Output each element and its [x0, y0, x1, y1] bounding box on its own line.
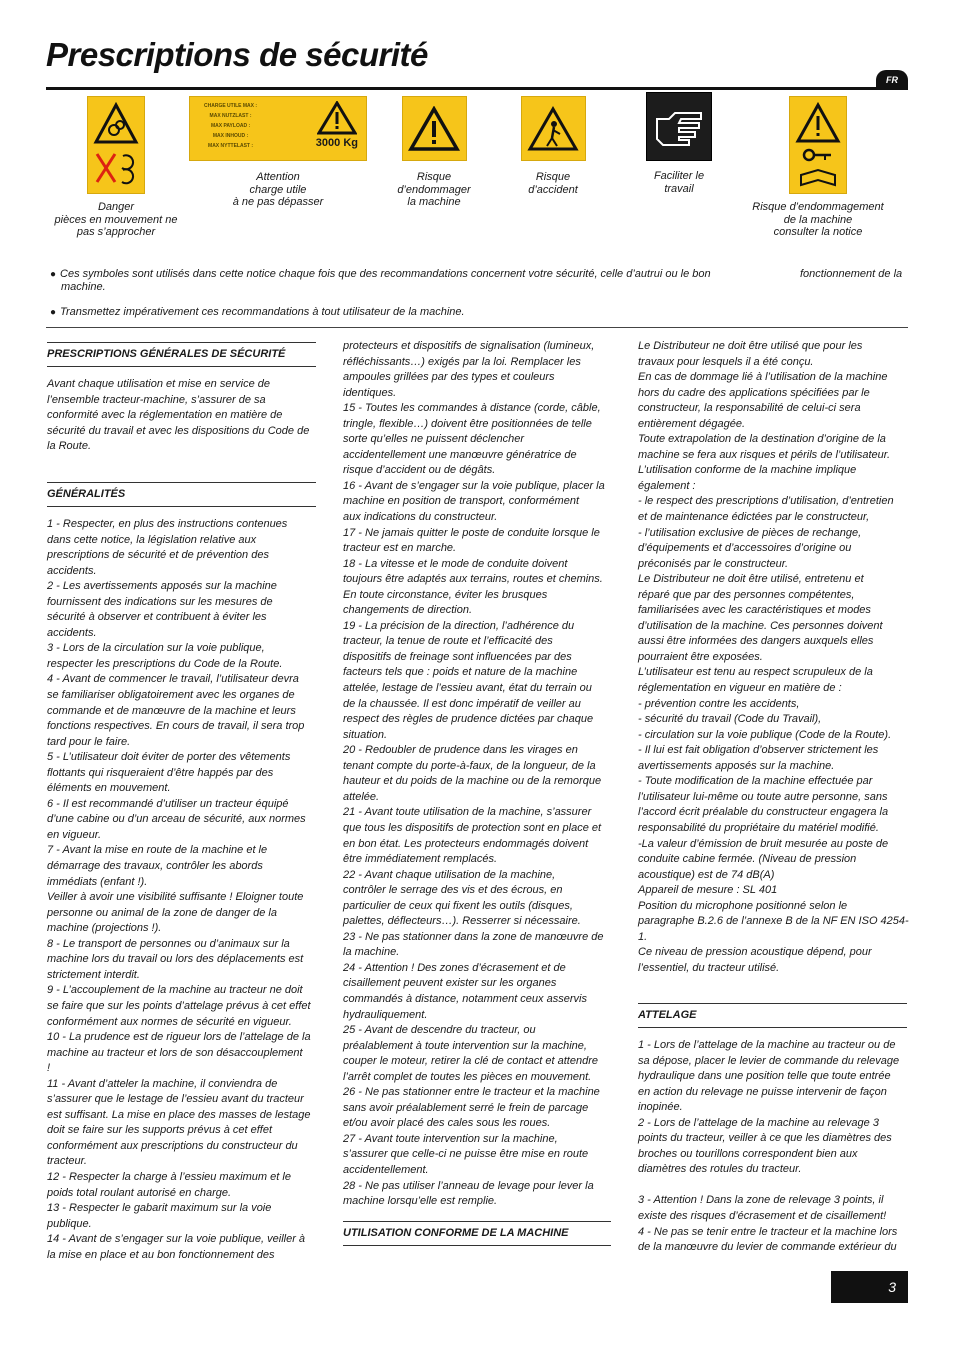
page-number: 3 — [831, 1271, 908, 1303]
symbol-caption: Risque d’endommager la machine — [397, 171, 471, 209]
intro-bullet-2-text: Transmettez impérativement ces recommandations à tout utilisateur de la machine. — [60, 306, 465, 318]
page-title: Prescriptions de sécurité — [46, 36, 428, 73]
symbol-machine-damage — [386, 96, 482, 209]
max-load-label-icon — [189, 96, 367, 161]
heading-conforme: UTILISATION CONFORME DE LA MACHINE — [343, 1221, 611, 1246]
heading-generalites: GÉNÉRALITÉS — [47, 482, 316, 507]
intro-bullet-1-cont: machine. — [61, 281, 106, 293]
intro-bullet-1-tail: fonctionnement de la — [800, 268, 903, 280]
bullet-dot-icon: ● — [50, 269, 57, 280]
attelage-text: 1 - Lors de l’attelage de la machine au tracteur ou de sa dépose, placer le levier de commande du relevage hydraulique dans une position telle que toute entrée en action du relevage ne puisse intervenir de façon inopinée. 2 - Lors de l’attelage de la machine au relevage 3 points du tracteur, veiller à ce que les diamètres des broches ou tourillons correspondent bien aux diamètres des rotules du tracteur. 3 - Attention ! Dans la zone de relevage 3 points, il existe des risques d’écrasement et de cisaillement! 4 - Ne pas se tenir entre le tracteur et la machine lors de la manœuvre du levier de commande extérieur du — [638, 1039, 900, 1254]
symbol-caption: Danger pièces en mouvement ne pas s’approcher — [54, 201, 178, 239]
intro-bullet-2 — [50, 306, 465, 320]
general-safety-text: Avant chaque utilisation et mise en service de l’ensemble tracteur-machine, s’assurer de sa conformité avec la réglementation en matière de sécurité du travail et avec les dispositions du Code de la Route. — [47, 378, 310, 453]
title-rule — [46, 87, 908, 90]
heading-attelage: ATTELAGE — [638, 1003, 907, 1028]
consult-manual-icon — [789, 96, 847, 194]
hand-pointer-icon — [646, 92, 712, 161]
symbol-danger-moving-parts — [48, 96, 184, 239]
intro-bullet-1-text: Ces symboles sont utilisés dans cette notice chaque fois que des recommandations concernent votre sécurité, celle d’autrui ou le bon — [60, 268, 711, 280]
load-label-line: MAX INHOUD : — [212, 133, 249, 139]
symbol-caption: Risque d’endommagement de la machine consulter la notice — [752, 201, 884, 239]
language-tab: FR — [876, 70, 908, 90]
bullet-dot-icon: ● — [50, 307, 57, 318]
column-2-text: protecteurs et dispositifs de signalisation (lumineux, réfléchissants…) exigés par la loi. Remplacer les ampoules grillées par des types et couleurs identiques. 15 - Toutes les commandes à distance (corde, câble, tringle, flexible…) doivent être positionnées de telle sorte qu’elles ne puissent déclencher accidentellement une manœuvre génératrice de risque d’accident ou de dégâts. 16 - Avant de s’engager sur la voie publique, placer la machine en position de transport, conformément aux indications du constructeur. 17 - Ne jamais quitter le poste de conduite lorsque le tracteur est en marche. 18 - La vitesse et le mode de conduite doivent toujours être adaptés aux terrains, routes et chemins. En toute circonstance, éviter les brusques changements de direction. 19 - La précision de la direction, l’adhérence du tracteur, la tenue de route et l’efficacité des dispositifs de freinage sont influencées par des facteurs tels que : poids et nature de la machine attelée, lestage de l’essieu avant, état du terrain ou de la chaussée. Il est donc impératif de veiller au respect des règles de prudence dictées par chaque situation. 20 - Redoubler de prudence dans les virages en tenant compte du porte-à-faux, de la longueur, de la hauteur et du poids de la machine ou de la remorque attelée. 21 - Avant toute utilisation de la machine, s’assurer que tous les dispositifs de protection sont en place et en bon état. Les protecteurs endommagés doivent être immédiatement remplacés. 22 - Avant chaque utilisation de la machine, contrôler le serrage des vis et des écrous, en particulier de ceux qui fixent les outils (disques, palettes, déflecteurs…). Resserrer si nécessaire. 23 - Ne pas stationner dans la zone de manœuvre de la machine. 24 - Attention ! Des zones d’écrasement et de cisaillement peuvent exister sur les organes commandés à distance, notamment ceux asservis hydrauliquement. 25 - Avant de descendre du tracteur, ou préalablement à toute intervention sur la machine, couper le moteur, retirer la clé de contact et attendre l’arrêt complet de toutes les pièces en mouvement. 26 - Ne pas stationner entre le tracteur et la machine sans avoir préalablement serré le frein de parcage et/ou avoir placé des cales sous les roues. 27 - Avant toute intervention sur la machine, s’assurer que celle-ci ne puisse être mise en route accidentellement. 28 - Ne pas utiliser l’anneau de levage pour lever la machine lorsqu’elle est remplie. — [343, 340, 605, 1208]
symbol-accident-risk — [505, 96, 601, 196]
symbol-caption: Attention charge utile à ne pas dépasser — [232, 171, 324, 209]
danger-moving-parts-icon — [87, 96, 145, 194]
load-label-line: MAX PAYLOAD : — [210, 123, 251, 129]
accident-risk-icon — [521, 96, 586, 161]
symbol-facilitate-work — [628, 92, 730, 195]
section-rule — [46, 327, 908, 328]
load-label-line: MAX NUTZLAST : — [209, 113, 252, 119]
load-label-line: CHARGE UTILE MAX : — [204, 103, 258, 109]
symbol-consult-manual — [742, 96, 894, 239]
intro-bullet-1 — [50, 268, 908, 282]
symbol-caption: Risque d’accident — [528, 171, 578, 196]
column-3-text: Le Distributeur ne doit être utilisé que pour les travaux pour lesquels il a été conçu. En cas de dommage lié à l’utilisation de la machine hors du cadre des applications spécifiées par le constructeur, la responsabilité de celui-ci sera entièrement dégagée. Toute extrapolation de la destination d’origine de la machine se fera aux risques et périls de l’utilisateur. L’utilisation conforme de la machine implique également : - le respect des prescriptions d’utilisation, d’entretien et de maintenance édictées par le constructeur, - l’utilisation exclusive de pièces de rechange, d’équipements et d’accessoires d’origine ou préconisés par le constructeur. Le Distributeur ne doit être utilisé, entretenu et réparé que par des personnes compétentes, familiarisées avec les caractéristiques et modes d’utilisation de la machine. Ces personnes doivent aussi être informées des dangers auxquels elles pourraient être exposées. L’utilisateur est tenu au respect scrupuleux de la réglementation en vigueur en matière de : - prévention contre les accidents, - sécurité du travail (Code du Travail), - circulation sur la voie publique (Code de la Route). - Il lui est fait obligation d’observer strictement les avertissements apposés sur la machine. - Toute modification de la machine effectuée par l’utilisateur lui-même ou toute autre personne, sans l’accord écrit préalable du constructeur engagera la responsabilité du propriétaire du matériel modifié. -La valeur d’émission de bruit mesurée au poste de conduite cabine fermée. (Niveau de pression acoustique) est de 74 dB(A) Appareil de mesure : SL 401 Position du microphone positionné selon le paragraphe B.2.6 de l’annexe B de la NF EN ISO 4254- 1. Ce niveau de pression acoustique dépend, pour l’essentiel, du tracteur utilisé. — [638, 340, 909, 974]
heading-general-safety: PRESCRIPTIONS GÉNÉRALES DE SÉCURITÉ — [47, 342, 316, 367]
load-value: 3000 Kg — [315, 137, 358, 149]
symbol-max-load — [188, 96, 368, 209]
load-label-line: MAX NYTTELAST : — [208, 143, 254, 149]
machine-damage-warning-icon — [402, 96, 467, 161]
generalites-text: 1 - Respecter, en plus des instructions contenues dans cette notice, la législation relative aux prescriptions de sécurité et de prévention des accidents. 2 - Les avertissements apposés sur la machine fournissent des indications sur les mesures de sécurité à observer et contribuent à éviter les accidents. 3 - Lors de la circulation sur la voie publique, respecter les prescriptions du Code de la Route. 4 - Avant de commencer le travail, l’utilisateur devra se familiariser obligatoirement avec les organes de commande et de manœuvre de la machine et leurs fonctions respectives. En cours de travail, il sera trop tard pour le faire. 5 - L’utilisateur doit éviter de porter des vêtements flottants qui risqueraient d’être happés par des éléments en mouvement. 6 - Il est recommandé d’utiliser un tracteur équipé d’une cabine ou d’un arceau de sécurité, aux normes en vigueur. 7 - Avant la mise en route de la machine et le démarrage des travaux, contrôler les abords immédiats (enfant !). Veiller à avoir une visibilité suffisante ! Eloigner toute personne ou animal de la zone de danger de la machine (projections !). 8 - Le transport de personnes ou d’animaux sur la machine lors du travail ou lors des déplacements est strictement interdit. 9 - L’accouplement de la machine au tracteur ne doit se faire que sur les points d’attelage prévus à cet effet conformément aux normes de sécurité en vigueur. 10 - La prudence est de rigueur lors de l’attelage de la machine au tracteur et lors de son désaccouplement ! 11 - Avant d’atteler la machine, il conviendra de s’assurer que le lestage de l’essieu avant du tracteur est suffisant. La mise en place des masses de lestage doit se faire sur les supports prévus à cet effet conformément aux prescriptions du constructeur du tracteur. 12 - Respecter la charge à l’essieu maximum et le poids total roulant autorisé en charge. 13 - Respecter le gabarit maximum sur la voie publique. 14 - Avant de s’engager sur la voie publique, veiller à la mise en place et au bon fonctionnement des — [47, 518, 311, 1261]
symbol-caption: Faciliter le travail — [653, 170, 705, 195]
